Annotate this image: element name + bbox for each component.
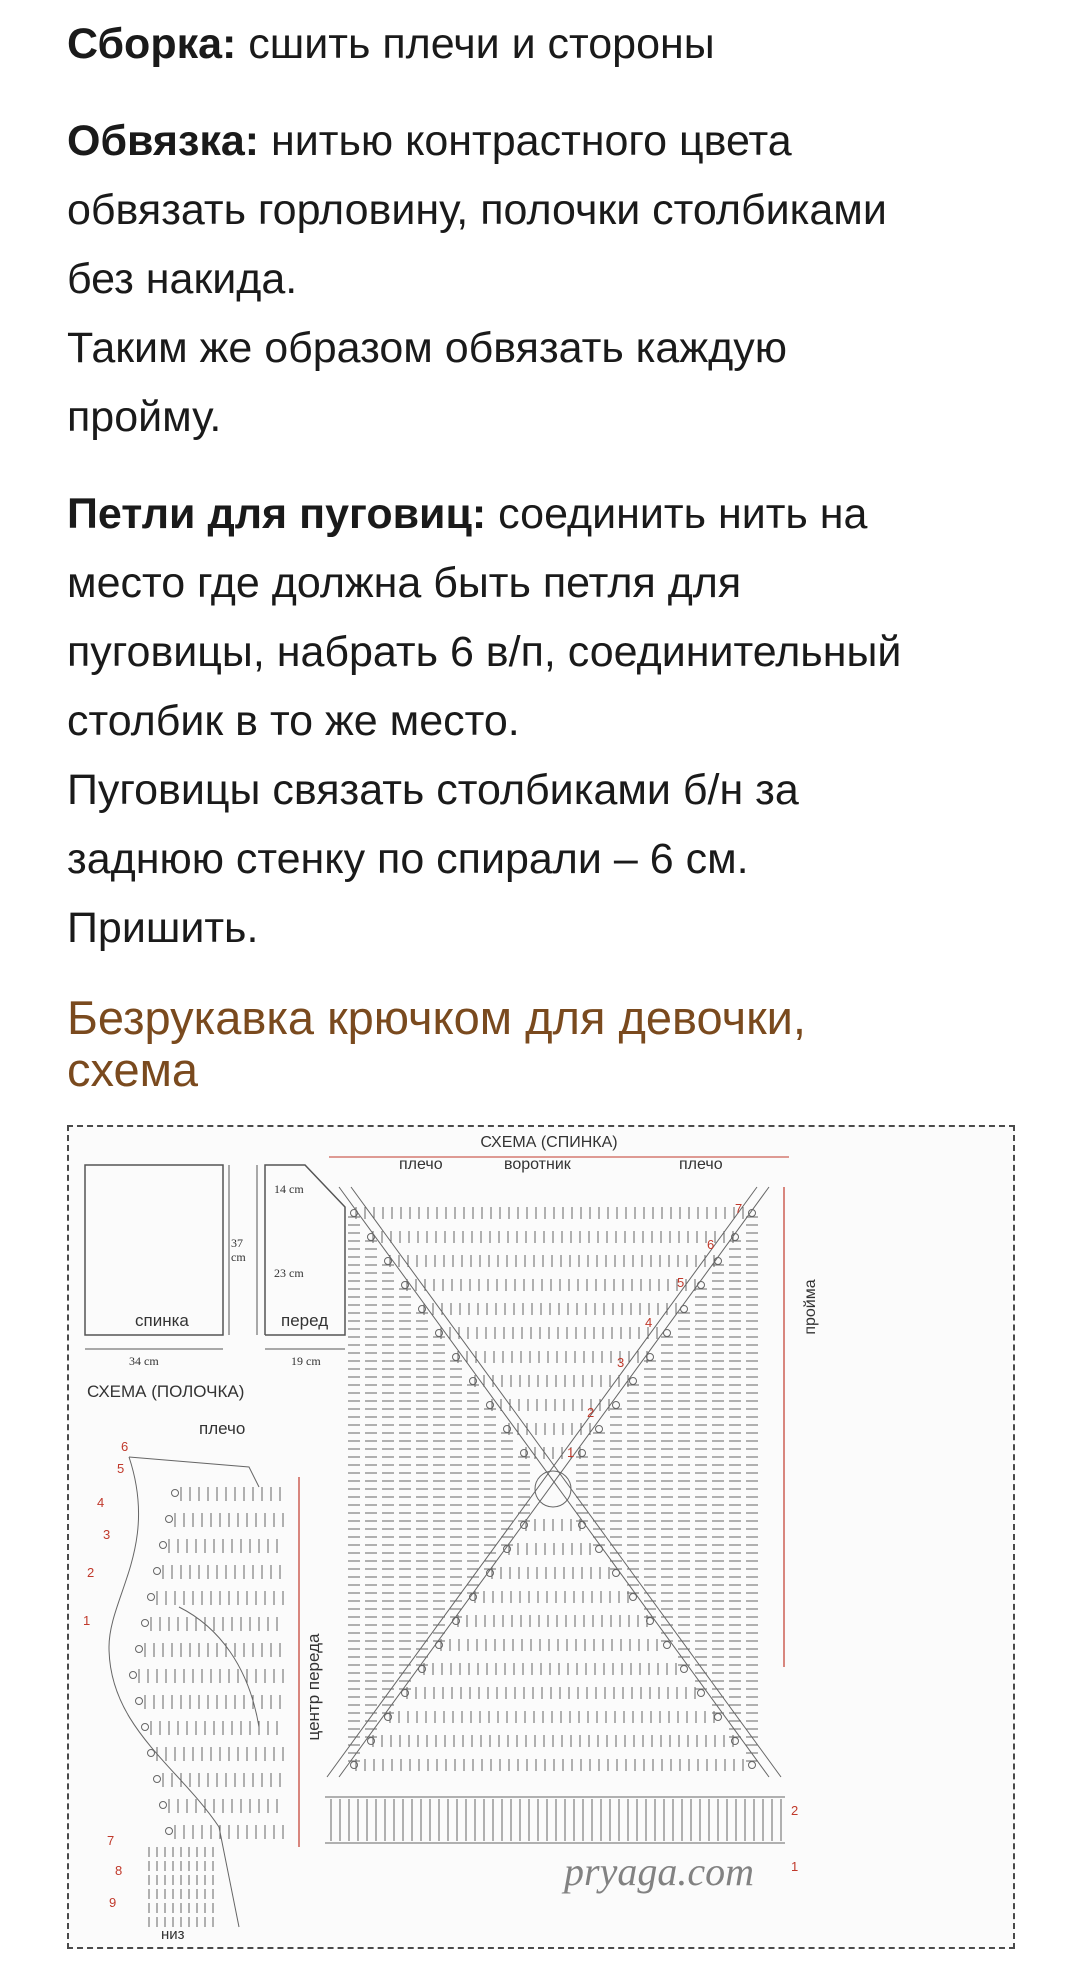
back-scheme-title: СХЕМА (СПИНКА): [480, 1134, 618, 1151]
assembly-paragraph: [67, 10, 715, 79]
edging-label: Обвязка:: [67, 117, 260, 165]
dim-23-label: 23 cm: [274, 1266, 304, 1280]
back-bottom-row-2: 2: [791, 1803, 799, 1818]
front-shoulder-label: плечо: [199, 1419, 246, 1438]
front-center-label: центр переда: [304, 1633, 323, 1741]
front-row-5: 5: [117, 1461, 125, 1476]
assembly-text: сшить плечи и стороны: [236, 20, 715, 68]
front-row-7: 7: [107, 1833, 115, 1848]
watermark-text: pryaga.com: [564, 1849, 754, 1894]
back-row-1: 1: [567, 1445, 575, 1460]
buttonholes-text-7: Пришить.: [67, 904, 259, 952]
collar-label: воротник: [504, 1156, 571, 1173]
front-row-2: 2: [87, 1565, 95, 1580]
section-heading: [67, 992, 1027, 1096]
dim-19-label: 19 cm: [291, 1354, 321, 1368]
back-piece-outline: [85, 1165, 223, 1335]
front-row-6: 6: [121, 1439, 129, 1454]
piece-front-label: перед: [281, 1311, 329, 1330]
back-row-4: 4: [645, 1315, 653, 1330]
dim-cm-label: cm: [231, 1250, 246, 1264]
crochet-diagram-image: [67, 1125, 1015, 1949]
buttonholes-text-4: столбик в то же место.: [67, 697, 520, 745]
back-row-3: 3: [617, 1355, 625, 1370]
buttonholes-paragraph: [67, 480, 901, 963]
edging-text-2: обвязать горловину, полочки столбиками: [67, 186, 887, 234]
back-row-7: 7: [735, 1201, 743, 1216]
back-row-6: 6: [707, 1237, 715, 1252]
front-row-4: 4: [97, 1495, 105, 1510]
buttonholes-text-3: пуговицы, набрать 6 в/п, соединительный: [67, 628, 902, 676]
buttonholes-text-2: место где должна быть петля для: [67, 559, 742, 607]
back-chart: [325, 1183, 785, 1843]
back-shoulder-left-label: плечо: [399, 1156, 443, 1173]
buttonholes-text-6: заднюю стенку по спирали – 6 см.: [67, 835, 749, 883]
crochet-diagram-svg: [69, 1127, 1013, 1947]
section-heading-line-1: Безрукавка крючком для девочки,: [67, 991, 806, 1044]
back-row-2: 2: [587, 1405, 595, 1420]
section-heading-line-2: схема: [67, 1043, 199, 1096]
front-row-8: 8: [115, 1863, 123, 1878]
assembly-label: Сборка:: [67, 20, 237, 68]
front-row-3: 3: [103, 1527, 111, 1542]
buttonholes-label: Петли для пуговиц:: [67, 490, 487, 538]
front-row-9: 9: [109, 1895, 117, 1910]
edging-paragraph: [67, 107, 887, 452]
dim-14-label: 14 cm: [274, 1182, 304, 1196]
dim-34-label: 34 cm: [129, 1354, 159, 1368]
edging-text-5: пройму.: [67, 393, 222, 441]
back-row-5: 5: [677, 1275, 685, 1290]
armhole-label: пройма: [802, 1279, 819, 1335]
edging-text-4: Таким же образом обвязать каждую: [67, 324, 787, 372]
back-shoulder-right-label: плечо: [679, 1156, 723, 1173]
back-bottom-row-1: 1: [791, 1859, 799, 1874]
piece-back-label: спинка: [135, 1311, 189, 1330]
front-chart: [109, 1457, 283, 1927]
buttonholes-text-1: соединить нить на: [486, 490, 868, 538]
front-scheme-title: СХЕМА (ПОЛОЧКА): [87, 1382, 245, 1401]
bottom-label: низ: [161, 1926, 185, 1943]
edging-text-3: без накида.: [67, 255, 298, 303]
edging-text-1: нитью контрастного цвета: [259, 117, 792, 165]
buttonholes-text-5: Пуговицы связать столбиками б/н за: [67, 766, 799, 814]
dim-37-label: 37: [231, 1236, 243, 1250]
front-row-1: 1: [83, 1613, 91, 1628]
